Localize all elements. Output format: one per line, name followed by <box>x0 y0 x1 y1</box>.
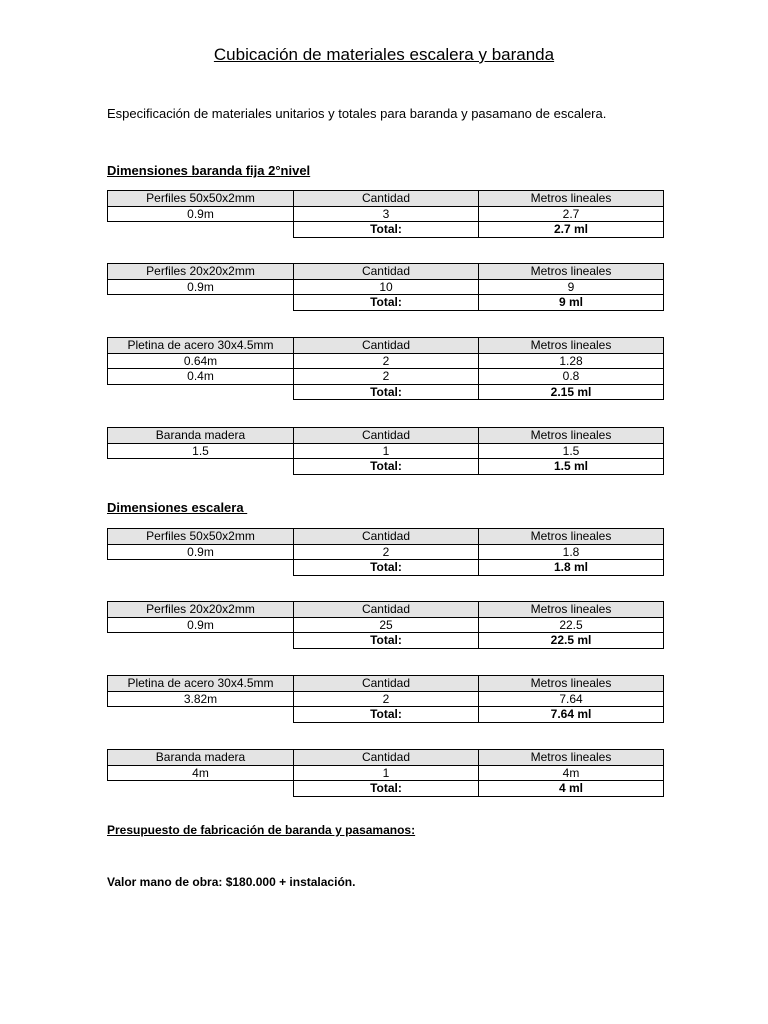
table-total-row <box>108 633 664 649</box>
total-label: Total: <box>294 384 479 400</box>
total-value: 9 ml <box>479 295 664 311</box>
blank-cell <box>108 459 294 475</box>
cell-length: 3.82m <box>108 691 294 707</box>
header-material: Perfiles 20x20x2mm <box>108 264 294 280</box>
blank-cell <box>108 633 294 649</box>
cell-length: 0.9m <box>108 617 294 633</box>
header-linear-meters: Metros lineales <box>479 338 664 354</box>
cell-linear-meters: 1.8 <box>479 544 664 560</box>
header-material: Perfiles 50x50x2mm <box>108 529 294 545</box>
materials-table <box>107 601 664 649</box>
total-label: Total: <box>294 781 479 797</box>
header-linear-meters: Metros lineales <box>479 428 664 444</box>
table-header-row <box>108 428 664 444</box>
table-total-row <box>108 459 664 475</box>
cell-linear-meters: 2.7 <box>479 206 664 222</box>
blank-cell <box>108 222 294 238</box>
header-material: Pletina de acero 30x4.5mm <box>108 676 294 692</box>
header-linear-meters: Metros lineales <box>479 750 664 766</box>
table-row <box>108 353 664 369</box>
cell-quantity: 2 <box>294 691 479 707</box>
cell-length: 4m <box>108 765 294 781</box>
labor-cost: Valor mano de obra: $180.000 + instalación. <box>107 875 356 889</box>
total-value: 1.8 ml <box>479 560 664 576</box>
blank-cell <box>108 781 294 797</box>
blank-cell <box>108 560 294 576</box>
header-linear-meters: Metros lineales <box>479 676 664 692</box>
header-material: Pletina de acero 30x4.5mm <box>108 338 294 354</box>
table-row <box>108 369 664 385</box>
table-row <box>108 443 664 459</box>
total-value: 7.64 ml <box>479 707 664 723</box>
header-linear-meters: Metros lineales <box>479 602 664 618</box>
table-total-row <box>108 781 664 797</box>
cell-length: 0.9m <box>108 279 294 295</box>
section-heading-escalera: Dimensiones escalera <box>107 500 248 515</box>
table-header-row <box>108 676 664 692</box>
cell-linear-meters: 9 <box>479 279 664 295</box>
cell-linear-meters: 7.64 <box>479 691 664 707</box>
page-title: Cubicación de materiales escalera y baranda <box>213 45 555 64</box>
header-quantity: Cantidad <box>294 529 479 545</box>
cell-length: 0.9m <box>108 206 294 222</box>
table-total-row <box>108 295 664 311</box>
materials-table <box>107 675 664 723</box>
table-row <box>108 765 664 781</box>
materials-table <box>107 427 664 475</box>
header-quantity: Cantidad <box>294 264 479 280</box>
table-total-row <box>108 707 664 723</box>
header-quantity: Cantidad <box>294 428 479 444</box>
total-label: Total: <box>294 560 479 576</box>
table-total-row <box>108 222 664 238</box>
header-material: Baranda madera <box>108 428 294 444</box>
total-value: 2.15 ml <box>479 384 664 400</box>
intro-paragraph: Especificación de materiales unitarios y totales para baranda y pasamano de escalera. <box>107 106 607 121</box>
cell-quantity: 10 <box>294 279 479 295</box>
blank-cell <box>108 707 294 723</box>
cell-quantity: 2 <box>294 353 479 369</box>
cell-length: 0.9m <box>108 544 294 560</box>
header-quantity: Cantidad <box>294 750 479 766</box>
table-row <box>108 279 664 295</box>
table-header-row <box>108 338 664 354</box>
header-quantity: Cantidad <box>294 602 479 618</box>
header-quantity: Cantidad <box>294 338 479 354</box>
materials-table <box>107 528 664 576</box>
materials-table <box>107 337 664 400</box>
materials-table <box>107 190 664 238</box>
total-value: 22.5 ml <box>479 633 664 649</box>
budget-heading: Presupuesto de fabricación de baranda y pasamanos: <box>107 823 416 837</box>
table-header-row <box>108 602 664 618</box>
header-material: Perfiles 50x50x2mm <box>108 191 294 207</box>
total-value: 2.7 ml <box>479 222 664 238</box>
table-row <box>108 691 664 707</box>
total-value: 1.5 ml <box>479 459 664 475</box>
cell-quantity: 25 <box>294 617 479 633</box>
table-total-row <box>108 560 664 576</box>
header-linear-meters: Metros lineales <box>479 529 664 545</box>
header-quantity: Cantidad <box>294 191 479 207</box>
total-label: Total: <box>294 222 479 238</box>
total-label: Total: <box>294 707 479 723</box>
cell-quantity: 3 <box>294 206 479 222</box>
materials-table <box>107 263 664 311</box>
table-header-row <box>108 529 664 545</box>
cell-linear-meters: 4m <box>479 765 664 781</box>
header-quantity: Cantidad <box>294 676 479 692</box>
cell-linear-meters: 1.5 <box>479 443 664 459</box>
header-linear-meters: Metros lineales <box>479 191 664 207</box>
cell-linear-meters: 0.8 <box>479 369 664 385</box>
cell-length: 1.5 <box>108 443 294 459</box>
cell-quantity: 2 <box>294 544 479 560</box>
table-total-row <box>108 384 664 400</box>
cell-quantity: 1 <box>294 443 479 459</box>
total-label: Total: <box>294 633 479 649</box>
table-row <box>108 206 664 222</box>
table-row <box>108 617 664 633</box>
table-header-row <box>108 191 664 207</box>
total-value: 4 ml <box>479 781 664 797</box>
cell-length: 0.4m <box>108 369 294 385</box>
table-header-row <box>108 264 664 280</box>
total-label: Total: <box>294 459 479 475</box>
total-label: Total: <box>294 295 479 311</box>
blank-cell <box>108 295 294 311</box>
cell-quantity: 2 <box>294 369 479 385</box>
blank-cell <box>108 384 294 400</box>
section-heading-baranda: Dimensiones baranda fija 2°nivel <box>107 163 311 178</box>
table-header-row <box>108 750 664 766</box>
cell-length: 0.64m <box>108 353 294 369</box>
cell-linear-meters: 22.5 <box>479 617 664 633</box>
materials-table <box>107 749 664 797</box>
header-material: Baranda madera <box>108 750 294 766</box>
header-linear-meters: Metros lineales <box>479 264 664 280</box>
header-material: Perfiles 20x20x2mm <box>108 602 294 618</box>
cell-linear-meters: 1.28 <box>479 353 664 369</box>
cell-quantity: 1 <box>294 765 479 781</box>
table-row <box>108 544 664 560</box>
